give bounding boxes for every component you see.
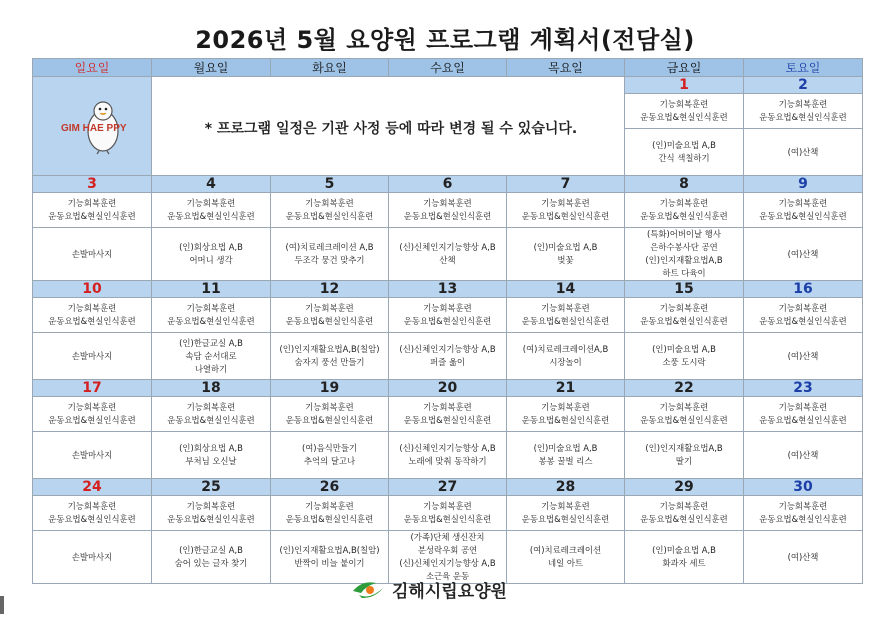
date-number: 29 xyxy=(625,479,744,496)
activity-text: (인)한글교실 A,B xyxy=(179,545,243,555)
program-text: 운동요법&현실인식훈련 xyxy=(640,211,728,221)
activity-text: 속담 순서대로 xyxy=(185,350,237,361)
activity-text: 하트 다육이 xyxy=(662,268,706,278)
program-cell xyxy=(33,298,152,333)
program-cell xyxy=(625,298,744,333)
date-row xyxy=(33,176,863,193)
date-number: 19 xyxy=(271,380,389,397)
program-text: 기능회복훈련 xyxy=(305,303,354,313)
activity-cell xyxy=(271,432,389,479)
program-text: 운동요법&현실인식훈련 xyxy=(285,514,374,524)
date-number: 10 xyxy=(33,281,152,298)
activity-text: (신)신체인지기능향상 A,B xyxy=(399,558,496,568)
activity-text: (인)회상요법 A,B xyxy=(179,242,243,252)
activity-cell xyxy=(507,333,625,380)
program-cell xyxy=(152,496,271,531)
program-text: 기능회복훈련 xyxy=(305,198,354,208)
activity-text: 손발마사지 xyxy=(71,248,113,259)
program-cell xyxy=(152,298,271,333)
program-text: 기능회복훈련 xyxy=(541,501,590,511)
page-title: 2026년 5월 요양원 프로그램 계획서(전담실) xyxy=(195,26,695,54)
activity-text: 봉봉 꿀벌 리스 xyxy=(538,456,593,466)
program-text: 운동요법&현실인식훈련 xyxy=(167,211,255,221)
activity-text: 네일 아트 xyxy=(547,558,584,568)
program-text: 기능회복훈련 xyxy=(186,501,236,511)
activity-text: (인)인지재활요법A,B(칠암) xyxy=(279,344,380,354)
date-number: 1 xyxy=(625,77,744,94)
date-row xyxy=(33,281,863,298)
activity-text: 화과자 세트 xyxy=(662,558,706,568)
program-text: 기능회복훈련 xyxy=(423,501,472,511)
program-calendar xyxy=(32,58,863,584)
activity-cell xyxy=(152,228,271,281)
activity-cell xyxy=(152,531,271,584)
date-number: 14 xyxy=(507,281,625,298)
activity-cell xyxy=(744,333,863,380)
schedule-notice: * 프로그램 일정은 기관 사정 등에 따라 변경 될 수 있습니다. xyxy=(152,77,625,176)
activity-text: 어머니 생각 xyxy=(189,255,233,265)
scan-edge-mark xyxy=(0,596,4,614)
activity-text: (인)인지재활요법A,B xyxy=(645,255,723,265)
activity-text: 소근육 운동 xyxy=(425,571,470,581)
activity-text: (신)신체인지기능향상 A,B xyxy=(399,242,496,252)
weekday-header: 화요일 xyxy=(271,59,389,77)
program-cell xyxy=(507,496,625,531)
date-row xyxy=(33,479,863,496)
program-text: 운동요법&현실인식훈련 xyxy=(759,316,847,326)
activity-cell xyxy=(389,228,507,281)
program-text: 기능회복훈련 xyxy=(778,303,828,313)
program-cell xyxy=(389,298,507,333)
date-number: 15 xyxy=(625,281,744,298)
program-text: 기능회복훈련 xyxy=(659,501,709,511)
program-cell xyxy=(744,397,863,432)
date-number: 2 xyxy=(744,77,863,94)
date-row xyxy=(33,77,863,94)
activity-text: (인)한글교실 A,B xyxy=(179,337,243,348)
activity-cell xyxy=(744,432,863,479)
program-text: 운동요법&현실인식훈련 xyxy=(640,112,728,122)
activity-text: (여)산책 xyxy=(787,146,819,157)
date-number: 7 xyxy=(507,176,625,193)
activity-text: (인)회상요법 A,B xyxy=(179,443,243,453)
activity-text: (여)산책 xyxy=(787,248,819,259)
program-text: 기능회복훈련 xyxy=(778,198,828,208)
activity-cell xyxy=(625,333,744,380)
activity-text: (특화)어버이날 행사 xyxy=(647,229,721,239)
activity-text: (여)산책 xyxy=(787,449,819,460)
activity-text: (여)산책 xyxy=(787,551,819,562)
weekday-header: 목요일 xyxy=(507,59,625,77)
program-text: 기능회복훈련 xyxy=(186,402,236,412)
program-text: 기능회복훈련 xyxy=(423,303,472,313)
date-number: 5 xyxy=(271,176,389,193)
program-cell xyxy=(33,397,152,432)
activity-text: 나열하기 xyxy=(194,363,228,374)
program-cell xyxy=(744,193,863,228)
program-text: 기능회복훈련 xyxy=(659,402,709,412)
org-name: 김해시립요양원 xyxy=(392,581,507,602)
program-text: 운동요법&현실인식훈련 xyxy=(759,514,847,524)
activity-cell xyxy=(625,129,744,176)
activity-row xyxy=(33,333,863,380)
program-text: 운동요법&현실인식훈련 xyxy=(640,415,728,425)
date-number: 25 xyxy=(152,479,271,496)
program-text: 기능회복훈련 xyxy=(659,303,709,313)
date-number: 28 xyxy=(507,479,625,496)
activity-cell xyxy=(625,531,744,584)
date-number: 11 xyxy=(152,281,271,298)
program-text: 운동요법&현실인식훈련 xyxy=(640,514,728,524)
activity-text: 추억의 달고나 xyxy=(303,456,356,466)
activity-text: 노래에 맞춰 동작하기 xyxy=(408,456,487,466)
date-row xyxy=(33,380,863,397)
mascot-logo-cell xyxy=(33,77,152,176)
weekday-header: 토요일 xyxy=(744,59,863,77)
program-cell xyxy=(389,193,507,228)
activity-text: (인)미술요법 A,B xyxy=(652,140,716,150)
activity-text: 시장놀이 xyxy=(549,357,582,367)
program-text: 기능회복훈련 xyxy=(67,501,117,511)
program-text: 기능회복훈련 xyxy=(541,198,590,208)
program-cell xyxy=(271,397,389,432)
activity-cell xyxy=(271,228,389,281)
footer xyxy=(350,576,507,602)
activity-cell xyxy=(152,432,271,479)
program-cell xyxy=(625,193,744,228)
program-text: 운동요법&현실인식훈련 xyxy=(285,211,374,221)
activity-row xyxy=(33,432,863,479)
activity-text: 딸기 xyxy=(675,456,693,466)
activity-cell xyxy=(33,531,152,584)
activity-text: 분성락우회 공연 xyxy=(417,545,478,555)
activity-text: 부처님 오신날 xyxy=(185,456,237,466)
activity-cell xyxy=(744,228,863,281)
program-text: 기능회복훈련 xyxy=(778,501,828,511)
program-text: 운동요법&현실인식훈련 xyxy=(640,316,728,326)
activity-text: 두조각 뭉건 맞추기 xyxy=(294,255,365,265)
activity-cell xyxy=(271,333,389,380)
date-number: 6 xyxy=(389,176,507,193)
activity-text: 숨어 있는 글자 찾기 xyxy=(174,558,248,568)
program-text: 기능회복훈련 xyxy=(67,198,117,208)
activity-cell xyxy=(33,333,152,380)
date-number: 30 xyxy=(744,479,863,496)
program-cell xyxy=(744,496,863,531)
activity-text: (인)인지재활요법A,B xyxy=(645,443,723,453)
activity-text: 숨자지 풍선 만들기 xyxy=(294,357,365,367)
program-text: 운동요법&현실인식훈련 xyxy=(48,211,136,221)
activity-cell xyxy=(744,129,863,176)
date-number: 4 xyxy=(152,176,271,193)
date-number: 22 xyxy=(625,380,744,397)
program-cell xyxy=(271,496,389,531)
weekday-header-row xyxy=(33,59,863,77)
date-number: 27 xyxy=(389,479,507,496)
program-cell xyxy=(152,193,271,228)
program-text: 운동요법&현실인식훈련 xyxy=(403,211,492,221)
mascot-logo-icon xyxy=(57,97,127,155)
date-number: 17 xyxy=(33,380,152,397)
date-number: 26 xyxy=(271,479,389,496)
activity-text: (여)산책 xyxy=(787,350,819,361)
mascot-logo-text: GIM HAE PPY xyxy=(61,123,127,134)
program-cell xyxy=(625,397,744,432)
activity-text: (가족)단체 생신잔치 xyxy=(410,532,485,542)
org-logo-icon xyxy=(350,577,386,601)
activity-text: 산책 xyxy=(439,255,456,265)
date-number: 21 xyxy=(507,380,625,397)
program-text: 운동요법&현실인식훈련 xyxy=(285,316,374,326)
date-number: 12 xyxy=(271,281,389,298)
program-cell xyxy=(33,193,152,228)
activity-text: (인)미술요법 A,B xyxy=(533,242,598,252)
activity-cell xyxy=(33,432,152,479)
activity-text: (인)인지재활요법A,B(칠암) xyxy=(279,545,380,555)
activity-text: (신)신체인지기능향상 A,B xyxy=(399,344,496,354)
program-cell xyxy=(33,496,152,531)
program-text: 기능회복훈련 xyxy=(659,198,709,208)
weekday-header: 일요일 xyxy=(33,59,152,77)
date-number: 3 xyxy=(33,176,152,193)
program-cell xyxy=(625,94,744,129)
program-text: 기능회복훈련 xyxy=(659,99,709,109)
program-cell xyxy=(507,298,625,333)
program-cell xyxy=(389,496,507,531)
activity-text: 벚꽃 xyxy=(557,255,574,265)
program-cell xyxy=(389,397,507,432)
date-number: 9 xyxy=(744,176,863,193)
program-text: 기능회복훈련 xyxy=(186,198,236,208)
activity-text: 반짝이 비늘 붙이기 xyxy=(294,558,365,568)
activity-text: (인)미술요법 A,B xyxy=(652,545,716,555)
program-cell xyxy=(625,496,744,531)
date-number: 18 xyxy=(152,380,271,397)
activity-cell xyxy=(625,432,744,479)
program-text: 기능회복훈련 xyxy=(778,99,828,109)
program-text: 운동요법&현실인식훈련 xyxy=(48,316,136,326)
program-text: 운동요법&현실인식훈련 xyxy=(521,316,610,326)
activity-cell xyxy=(507,432,625,479)
program-cell xyxy=(271,193,389,228)
program-text: 기능회복훈련 xyxy=(778,402,828,412)
program-text: 기능회복훈련 xyxy=(186,303,236,313)
activity-text: 은하수봉사단 공연 xyxy=(650,242,718,252)
date-number: 13 xyxy=(389,281,507,298)
activity-text: (여)치료레크레이션A,B xyxy=(522,344,609,354)
activity-cell xyxy=(507,531,625,584)
weekday-header: 수요일 xyxy=(389,59,507,77)
activity-text: 손발마사지 xyxy=(71,551,113,562)
weekday-header: 금요일 xyxy=(625,59,744,77)
activity-text: (여)치료레크레이션 A,B xyxy=(285,242,374,252)
activity-cell xyxy=(389,333,507,380)
program-cell xyxy=(507,193,625,228)
program-cell xyxy=(507,397,625,432)
program-text: 운동요법&현실인식훈련 xyxy=(521,211,610,221)
activity-cell xyxy=(152,333,271,380)
program-text: 운동요법&현실인식훈련 xyxy=(48,415,136,425)
program-row xyxy=(33,298,863,333)
program-text: 운동요법&현실인식훈련 xyxy=(48,514,136,524)
program-cell xyxy=(152,397,271,432)
program-row xyxy=(33,397,863,432)
program-cell xyxy=(744,298,863,333)
activity-text: (여)음식만들기 xyxy=(301,443,358,453)
activity-text: 간식 색칠하기 xyxy=(658,153,710,163)
activity-cell xyxy=(389,432,507,479)
program-row xyxy=(33,496,863,531)
program-text: 운동요법&현실인식훈련 xyxy=(521,514,610,524)
activity-cell xyxy=(507,228,625,281)
date-number: 23 xyxy=(744,380,863,397)
program-text: 기능회복훈련 xyxy=(423,402,472,412)
program-text: 기능회복훈련 xyxy=(423,198,472,208)
program-row xyxy=(33,193,863,228)
program-text: 기능회복훈련 xyxy=(541,402,590,412)
program-text: 기능회복훈련 xyxy=(305,402,354,412)
program-cell xyxy=(744,94,863,129)
program-text: 운동요법&현실인식훈련 xyxy=(759,415,847,425)
date-number: 24 xyxy=(33,479,152,496)
activity-text: 손발마사지 xyxy=(71,350,113,361)
date-number: 20 xyxy=(389,380,507,397)
program-cell xyxy=(271,298,389,333)
program-text: 운동요법&현실인식훈련 xyxy=(167,316,255,326)
date-number: 8 xyxy=(625,176,744,193)
program-text: 운동요법&현실인식훈련 xyxy=(403,316,492,326)
program-text: 기능회복훈련 xyxy=(67,402,117,412)
activity-text: 퍼즐 옮이 xyxy=(429,357,466,367)
activity-text: (인)미술요법 A,B xyxy=(533,443,598,453)
program-text: 기능회복훈련 xyxy=(67,303,117,313)
activity-cell xyxy=(625,228,744,281)
program-text: 운동요법&현실인식훈련 xyxy=(403,415,492,425)
activity-row xyxy=(33,228,863,281)
activity-text: (여)치료레크레이션 xyxy=(529,545,602,555)
date-number: 16 xyxy=(744,281,863,298)
program-text: 운동요법&현실인식훈련 xyxy=(759,112,847,122)
activity-text: 소풍 도시락 xyxy=(662,357,706,367)
activity-text: (신)신체인지기능향상 A,B xyxy=(399,443,496,453)
activity-cell xyxy=(744,531,863,584)
program-text: 기능회복훈련 xyxy=(305,501,354,511)
program-text: 운동요법&현실인식훈련 xyxy=(285,415,374,425)
activity-text: (인)미술요법 A,B xyxy=(652,344,716,354)
program-text: 운동요법&현실인식훈련 xyxy=(521,415,610,425)
program-text: 운동요법&현실인식훈련 xyxy=(167,415,255,425)
program-text: 운동요법&현실인식훈련 xyxy=(759,211,847,221)
program-text: 기능회복훈련 xyxy=(541,303,590,313)
activity-cell xyxy=(33,228,152,281)
program-text: 운동요법&현실인식훈련 xyxy=(167,514,255,524)
program-text: 운동요법&현실인식훈련 xyxy=(403,514,492,524)
weekday-header: 월요일 xyxy=(152,59,271,77)
activity-text: 손발마사지 xyxy=(71,449,113,460)
